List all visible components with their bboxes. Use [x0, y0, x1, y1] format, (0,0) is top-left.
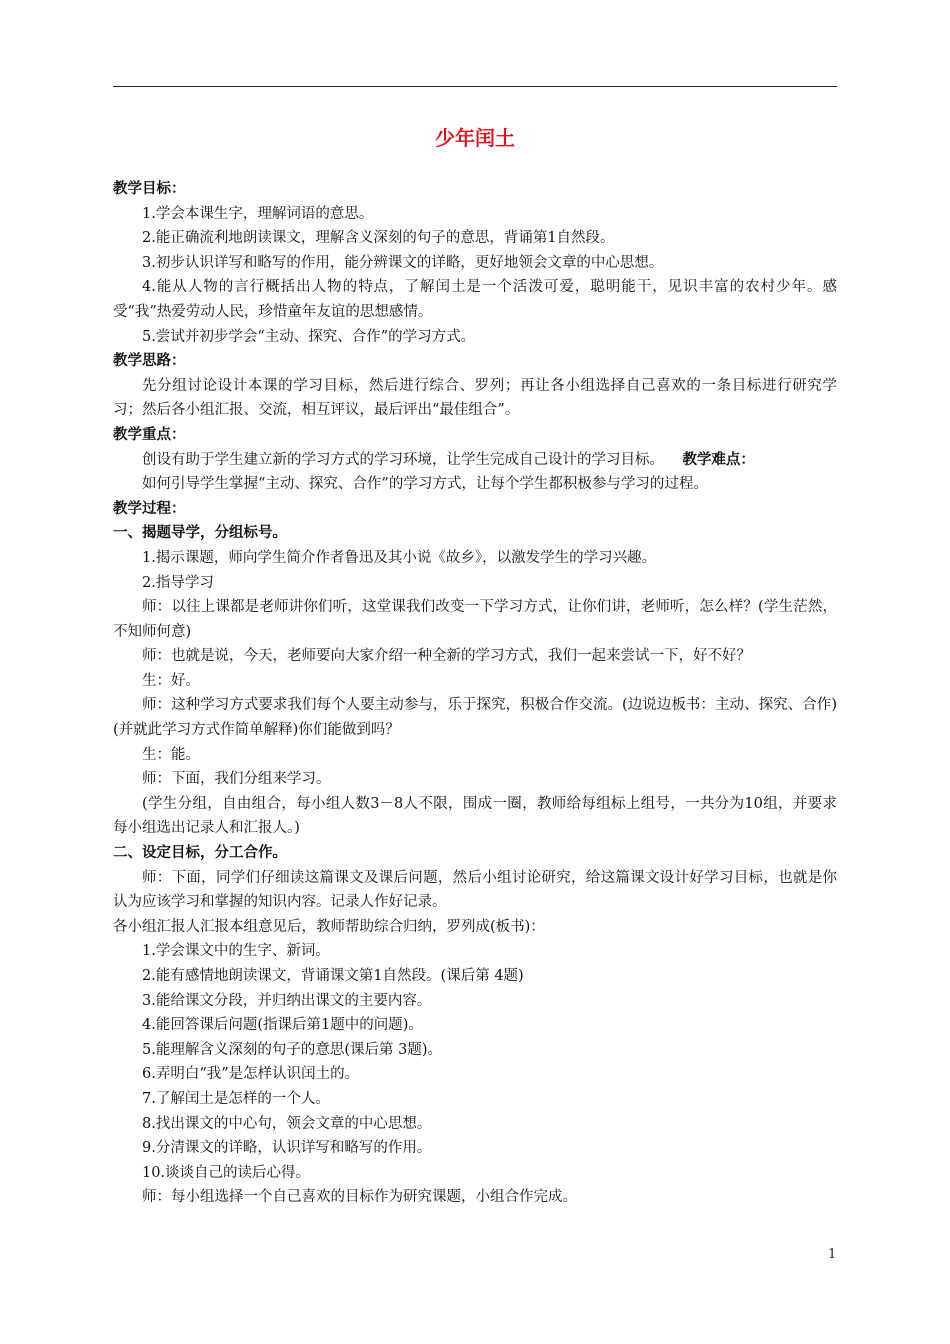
difficulty-heading: 教学难点：	[682, 451, 755, 468]
section1-line: 生：好。	[142, 672, 200, 689]
page-title: 少年闰土	[435, 126, 515, 150]
goal-item: 10.谈谈自己的读后心得。	[142, 1164, 311, 1181]
section2-closing: 师：每小组选择一个自己喜欢的目标作为研究课题，小组合作完成。	[142, 1189, 577, 1206]
section2-summary: 各小组汇报人汇报本组意见后，教师帮助综合归纳，罗列成(板书)：	[113, 918, 545, 935]
page-number: 1	[828, 1247, 837, 1262]
section1-line: 师：下面，我们分组来学习。	[142, 771, 331, 788]
focus-heading: 教学重点：	[113, 426, 186, 443]
goal-item: 2.能有感情地朗读课文，背诵课文第1自然段。(课后第 4题)	[142, 968, 524, 984]
section1-line: 2.指导学习	[142, 574, 214, 591]
section1-line: 生：能。	[142, 746, 200, 763]
objective-item: 5.尝试并初步学会“主动、探究、合作”的学习方式。	[142, 328, 476, 345]
goal-item: 6.弄明白“我”是怎样认识闰土的。	[142, 1066, 360, 1083]
section1-heading: 一、揭题导学，分组标号。	[113, 525, 287, 542]
goal-item: 5.能理解含义深刻的句子的意思(课后第 3题)。	[142, 1041, 442, 1058]
objectives-heading: 教学目标：	[113, 181, 186, 197]
section1-line: 1.揭示课题，师向学生简介作者鲁迅及其小说《故乡》，以激发学生的学习兴趣。	[142, 549, 657, 566]
header-rule	[113, 86, 837, 87]
focus-text: 创设有助于学生建立新的学习方式的学习环境，让学生完成自己设计的学习目标。	[142, 451, 664, 468]
section1-line: (学生分组，自由组合，每小组人数3－8人不限，围成一圈，教师给每组标上组号，一共分为10组，并要求每小组选出记录人和汇报人。)	[113, 795, 837, 837]
approach-text: 先分组讨论设计本课的学习目标，然后进行综合、罗列；再让各小组选择自己喜欢的一条目标进行研究学习；然后各小组汇报、交流，相互评议，最后评出“最佳组合”。	[113, 377, 837, 419]
goal-item: 1.学会课文中的生字、新词。	[142, 943, 330, 960]
goal-item: 3.能给课文分段，并归纳出课文的主要内容。	[142, 992, 432, 1009]
process-heading: 教学过程：	[113, 500, 186, 517]
section2-heading: 二、设定目标，分工合作。	[113, 845, 287, 862]
objective-item: 4.能从人物的言行概括出人物的特点，了解闰土是一个活泼可爱，聪明能干，见识丰富的农村少年。感受“我”热爱劳动人民，珍惜童年友谊的思想感情。	[113, 279, 837, 320]
document-body	[113, 177, 837, 1210]
objective-item: 3.初步认识详写和略写的作用，能分辨课文的详略，更好地领会文章的中心思想。	[142, 254, 664, 271]
objective-item: 2.能正确流利地朗读课文，理解含义深刻的句子的意思，背诵第1自然段。	[142, 230, 615, 247]
approach-heading: 教学思路：	[113, 353, 186, 370]
focus-paragraph	[113, 448, 837, 473]
goal-item: 9.分清课文的详略，认识详写和略写的作用。	[142, 1140, 432, 1157]
section1-line: 师：以往上课都是老师讲你们听，这堂课我们改变一下学习方式，让你们讲，老师听，怎么样？(学生茫然，不知师何意)	[113, 599, 837, 640]
difficulty-text: 如何引导学生掌握“主动、探究、合作”的学习方式，让每个学生都积极参与学习的过程。	[142, 476, 708, 493]
goal-item: 8.找出课文的中心句，领会文章的中心思想。	[142, 1115, 432, 1132]
section1-line: 师：这种学习方式要求我们每个人要主动参与，乐于探究，积极合作交流。(边说边板书：主动、探究、合作)(并就此学习方式作简单解释)你们能做到吗？	[113, 697, 837, 739]
goal-item: 4.能回答课后问题(指课后第1题中的问题)。	[142, 1017, 423, 1034]
goal-item: 7.了解闰土是怎样的一个人。	[142, 1090, 330, 1107]
section2-intro: 师：下面，同学们仔细读这篇课文及课后问题，然后小组讨论研究，给这篇课文设计好学习目标，也就是你认为应该学习和掌握的知识内容。记录人作好记录。	[113, 869, 837, 911]
section1-line: 师：也就是说，今天，老师要向大家介绍一种全新的学习方式，我们一起来尝试一下，好不好？	[142, 648, 751, 665]
objective-item: 1.学会本课生字，理解词语的意思。	[142, 205, 374, 222]
